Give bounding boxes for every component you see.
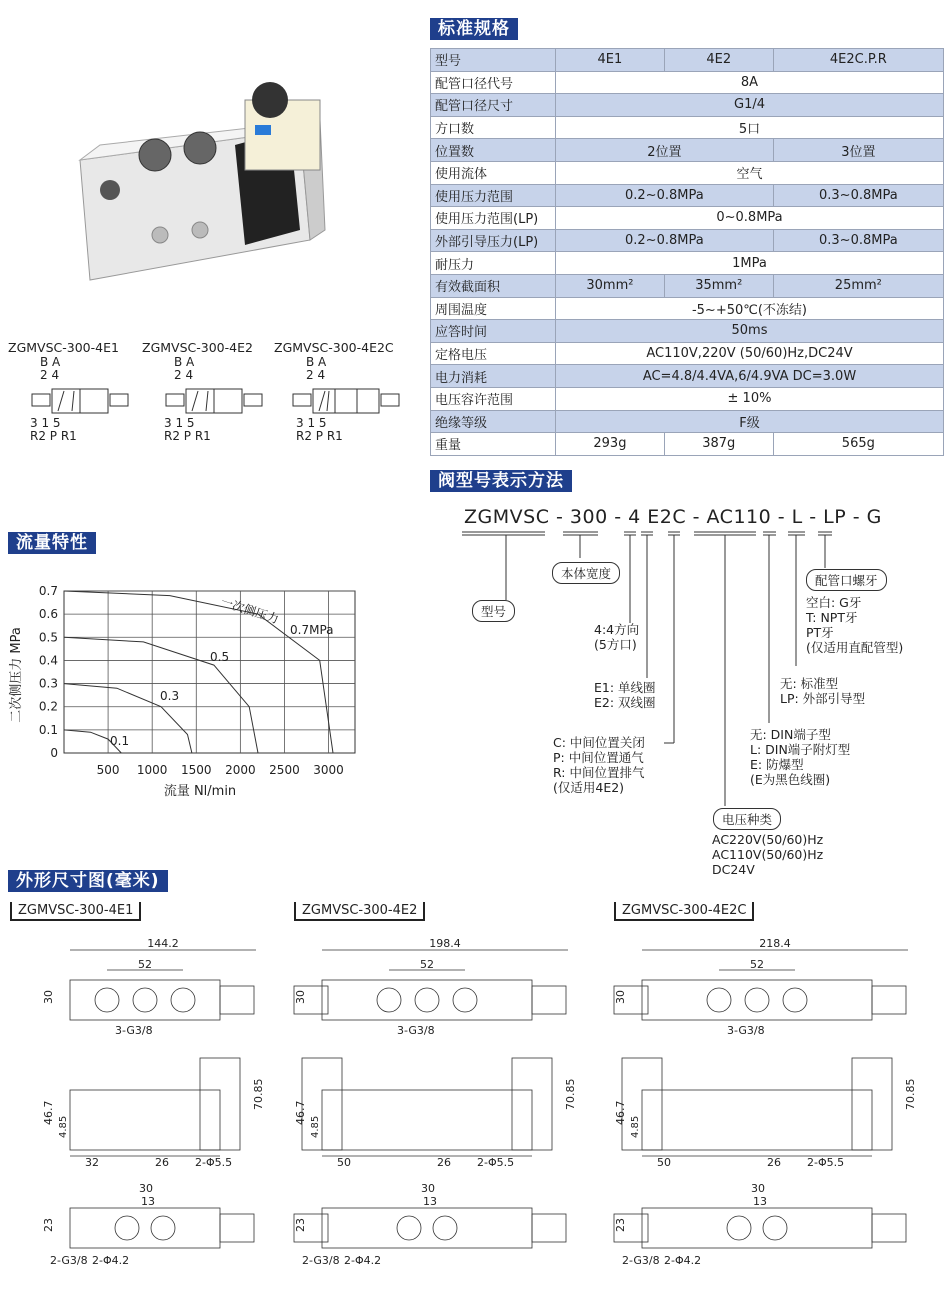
valve-symbol-icon (16, 383, 144, 419)
dimension-drawing (8, 930, 338, 1290)
spec-row (431, 387, 944, 410)
spec-value: 293g (556, 433, 665, 456)
spec-key: 使用流体 (431, 161, 556, 184)
dim-holes: 2-Φ4.2 (92, 1254, 130, 1267)
coil-outline (532, 1214, 566, 1242)
chart-frame (64, 591, 355, 753)
code-voltage-label: 电压种类 (713, 808, 781, 830)
spec-key: 重量 (431, 433, 556, 456)
spec-key: 应答时间 (431, 320, 556, 343)
dim-ports: 2-G3/8 (50, 1254, 88, 1267)
code-voltage-options: AC220V(50/60)Hz AC110V(50/60)Hz DC24V (712, 832, 824, 877)
spec-value: F级 (556, 410, 944, 433)
dim-mount: 2-Φ5.5 (807, 1156, 845, 1169)
dim-height: 30 (614, 990, 627, 1004)
spec-key: 电力消耗 (431, 365, 556, 388)
dim-height: 70.85 (252, 1078, 265, 1110)
dim-height: 46.7 (42, 1100, 55, 1125)
dim-width: 30 (751, 1182, 765, 1195)
symbol-top-ports: B A 2 4 (306, 355, 327, 382)
dimension-drawing (612, 930, 942, 1290)
dim-length: 144.2 (147, 937, 179, 950)
symbol-model: ZGMVSC-300-4E1 (8, 340, 119, 355)
symbol-bottom-ports: 3 1 5 R2 P R1 (164, 416, 211, 443)
dim-pitch: 52 (750, 958, 764, 971)
spec-value: G1/4 (556, 94, 944, 117)
spec-key: 配管口径代号 (431, 71, 556, 94)
symbol-top-ports: B A 2 4 (174, 355, 195, 382)
spec-value: 0.3~0.8MPa (773, 229, 943, 252)
flow-section-title: 流量特性 (8, 532, 96, 554)
symbol-model: ZGMVSC-300-4E2C (274, 340, 394, 355)
spec-key: 型号 (431, 49, 556, 72)
series-label: 0.5 (210, 650, 230, 664)
code-port-label: 配管口螺牙 (806, 569, 887, 591)
dim-model-label: ZGMVSC-300-4E1 (10, 902, 141, 921)
y-tick-label: 0.7 (38, 584, 58, 598)
spec-row (431, 116, 944, 139)
spec-key: 配管口径尺寸 (431, 94, 556, 117)
x-axis-label: 流量 Nl/min (163, 784, 237, 799)
dim-pitch: 52 (138, 958, 152, 971)
code-coil-options: E1: 单线圈 E2: 双线圈 (594, 680, 656, 710)
spec-value: 35mm² (664, 274, 773, 297)
body-side (70, 1090, 220, 1150)
spec-value: 3位置 (773, 139, 943, 162)
port-circle (415, 988, 439, 1012)
dim-holes: 2-Φ4.2 (664, 1254, 702, 1267)
port-circle (377, 988, 401, 1012)
y-tick-label: 0.6 (38, 607, 58, 622)
dim-width: 13 (141, 1195, 155, 1208)
dim-height: 30 (42, 990, 55, 1004)
dim-holes: 2-Φ4.2 (344, 1254, 382, 1267)
spec-row (431, 161, 944, 184)
dim-spacing: 26 (767, 1156, 781, 1169)
dim-length: 198.4 (429, 937, 461, 950)
coil-outline (220, 986, 254, 1014)
dim-offset: 50 (657, 1156, 671, 1169)
y-axis-label: 二次侧压力 MPa (9, 627, 24, 723)
spec-value: 8A (556, 71, 944, 94)
body-bottom (322, 1208, 532, 1248)
spec-key: 绝缘等级 (431, 410, 556, 433)
dim-mount: 2-Φ5.5 (477, 1156, 515, 1169)
dim-ports: 3-G3/8 (397, 1024, 435, 1037)
dim-width: 13 (423, 1195, 437, 1208)
port-circle (115, 1216, 139, 1240)
dim-pitch: 52 (420, 958, 434, 971)
port-circle (727, 1216, 751, 1240)
spec-row (431, 49, 944, 72)
x-tick-label: 1000 (136, 763, 168, 777)
x-tick-label: 500 (96, 763, 120, 777)
spec-row (431, 94, 944, 117)
spec-value: 空气 (556, 161, 944, 184)
chart-annotation: 一次侧压力 (219, 594, 281, 627)
spec-value: 4E1 (556, 49, 665, 72)
spec-value: 0.2~0.8MPa (556, 229, 774, 252)
body-outline (70, 980, 220, 1020)
dim-model-label: ZGMVSC-300-4E2 (294, 902, 425, 921)
spec-row (431, 139, 944, 162)
spec-table (430, 48, 944, 456)
spec-key: 耐压力 (431, 252, 556, 275)
spec-value: 4E2 (664, 49, 773, 72)
x-tick-label: 2500 (269, 763, 300, 777)
spec-row (431, 274, 944, 297)
y-tick-label: 0.2 (38, 699, 58, 714)
port-circle (151, 1216, 175, 1240)
spec-value: AC110V,220V (50/60)Hz,DC24V (556, 342, 944, 365)
spec-row (431, 410, 944, 433)
symbol-bottom-ports: 3 1 5 R2 P R1 (30, 416, 77, 443)
dim-ports: 3-G3/8 (727, 1024, 765, 1037)
spec-value: 565g (773, 433, 943, 456)
spec-row (431, 433, 944, 456)
spec-key: 使用压力范围(LP) (431, 207, 556, 230)
dim-mount: 2-Φ5.5 (195, 1156, 233, 1169)
coil-outline (220, 1214, 254, 1242)
dim-offset: 32 (85, 1156, 99, 1169)
spec-value: 4E2C.P.R (773, 49, 943, 72)
code-model-label: 型号 (472, 600, 515, 622)
spec-key: 电压容许范围 (431, 387, 556, 410)
y-tick-label: 0.3 (38, 676, 58, 691)
dim-height: 4.85 (310, 1115, 321, 1138)
symbol-model: ZGMVSC-300-4E2 (142, 340, 253, 355)
code-port-options: 空白: G牙 T: NPT牙 PT牙 (仅适用直配管型) (806, 595, 904, 655)
series-label: 0.7MPa (290, 623, 334, 637)
dim-height: 23 (614, 1218, 627, 1232)
spec-row (431, 229, 944, 252)
dim-height: 4.85 (58, 1115, 69, 1138)
dim-height: 46.7 (294, 1100, 307, 1125)
dim-height: 23 (294, 1218, 307, 1232)
dim-ports: 2-G3/8 (302, 1254, 340, 1267)
spec-row (431, 71, 944, 94)
y-tick-label: 0 (50, 746, 58, 760)
spec-key: 外部引导压力(LP) (431, 229, 556, 252)
body-side (322, 1090, 532, 1150)
code-direction-options: 4:4方向 (5方口) (594, 622, 640, 652)
code-terminal-options: 无: DIN端子型 L: DIN端子附灯型 E: 防爆型 (E为黑色线圈) (750, 727, 851, 787)
spec-value: AC=4.8/4.4VA,6/4.9VA DC=3.0W (556, 365, 944, 388)
body-side (642, 1090, 872, 1150)
dim-spacing: 26 (437, 1156, 451, 1169)
spec-value: 0.2~0.8MPa (556, 184, 774, 207)
y-tick-label: 0.4 (38, 653, 58, 668)
y-tick-label: 0.1 (38, 722, 58, 737)
dim-ports: 3-G3/8 (115, 1024, 153, 1037)
spec-row (431, 184, 944, 207)
code-width-label: 本体宽度 (552, 562, 620, 584)
code-section-title: 阀型号表示方法 (430, 470, 572, 492)
model-code-string: ZGMVSC - 300 - 4 E2C - AC110 - L - LP - G (464, 506, 882, 528)
body-outline (642, 980, 872, 1020)
dim-height: 4.85 (630, 1115, 641, 1138)
series-label: 0.1 (110, 734, 130, 748)
spec-key: 有效截面积 (431, 274, 556, 297)
coil-outline (872, 986, 906, 1014)
series-label: 0.3 (160, 689, 180, 703)
series-line (64, 591, 333, 753)
dim-height: 30 (294, 990, 307, 1004)
spec-key: 方口数 (431, 116, 556, 139)
spec-value: 1MPa (556, 252, 944, 275)
spec-row (431, 320, 944, 343)
port-circle (397, 1216, 421, 1240)
symbol-bottom-ports: 3 1 5 R2 P R1 (296, 416, 343, 443)
x-tick-label: 3000 (313, 763, 344, 777)
dim-model-label: ZGMVSC-300-4E2C (614, 902, 754, 921)
dim-length: 218.4 (759, 937, 791, 950)
port-circle (707, 988, 731, 1012)
dim-offset: 50 (337, 1156, 351, 1169)
spec-value: 387g (664, 433, 773, 456)
spec-row (431, 365, 944, 388)
spec-key: 周围温度 (431, 297, 556, 320)
spec-key: 定格电压 (431, 342, 556, 365)
spec-value: 0~0.8MPa (556, 207, 944, 230)
spec-key: 使用压力范围 (431, 184, 556, 207)
dim-height: 23 (42, 1218, 55, 1232)
spec-value: 25mm² (773, 274, 943, 297)
valve-symbol-icon (282, 383, 410, 419)
spec-value: 5口 (556, 116, 944, 139)
port-circle (171, 988, 195, 1012)
x-tick-label: 2000 (225, 763, 256, 777)
dim-spacing: 26 (155, 1156, 169, 1169)
code-pilot-options: 无: 标准型 LP: 外部引导型 (780, 676, 866, 706)
spec-value: 50ms (556, 320, 944, 343)
spec-section-title: 标准规格 (430, 18, 518, 40)
port-circle (745, 988, 769, 1012)
spec-value: ± 10% (556, 387, 944, 410)
spec-row (431, 207, 944, 230)
symbol-top-ports: B A 2 4 (40, 355, 61, 382)
spec-value: -5~+50℃(不冻结) (556, 297, 944, 320)
spec-row (431, 297, 944, 320)
code-center-options: C: 中间位置关闭 P: 中间位置通气 R: 中间位置排气 (仅适用4E2) (553, 735, 645, 795)
spec-value: 30mm² (556, 274, 665, 297)
port-circle (433, 1216, 457, 1240)
port-circle (133, 988, 157, 1012)
valve-symbol-icon (150, 383, 278, 419)
dims-section-title: 外形尺寸图(毫米) (8, 870, 168, 892)
body-bottom (70, 1208, 220, 1248)
dim-height: 70.85 (564, 1078, 577, 1110)
port-circle (763, 1216, 787, 1240)
spec-row (431, 342, 944, 365)
spec-value: 2位置 (556, 139, 774, 162)
port-circle (453, 988, 477, 1012)
dim-ports: 2-G3/8 (622, 1254, 660, 1267)
coil-outline (532, 986, 566, 1014)
body-bottom (642, 1208, 872, 1248)
x-tick-label: 1500 (180, 763, 212, 777)
spec-row (431, 252, 944, 275)
flow-chart (0, 575, 400, 815)
coil-outline (872, 1214, 906, 1242)
body-outline (322, 980, 532, 1020)
dim-width: 30 (421, 1182, 435, 1195)
dim-width: 30 (139, 1182, 153, 1195)
dim-height: 70.85 (904, 1078, 917, 1110)
y-tick-label: 0.5 (38, 630, 58, 645)
port-circle (95, 988, 119, 1012)
port-circle (783, 988, 807, 1012)
spec-key: 位置数 (431, 139, 556, 162)
spec-value: 0.3~0.8MPa (773, 184, 943, 207)
dimension-drawing (292, 930, 622, 1290)
valve-photo (60, 70, 380, 290)
dim-width: 13 (753, 1195, 767, 1208)
dim-height: 46.7 (614, 1100, 627, 1125)
